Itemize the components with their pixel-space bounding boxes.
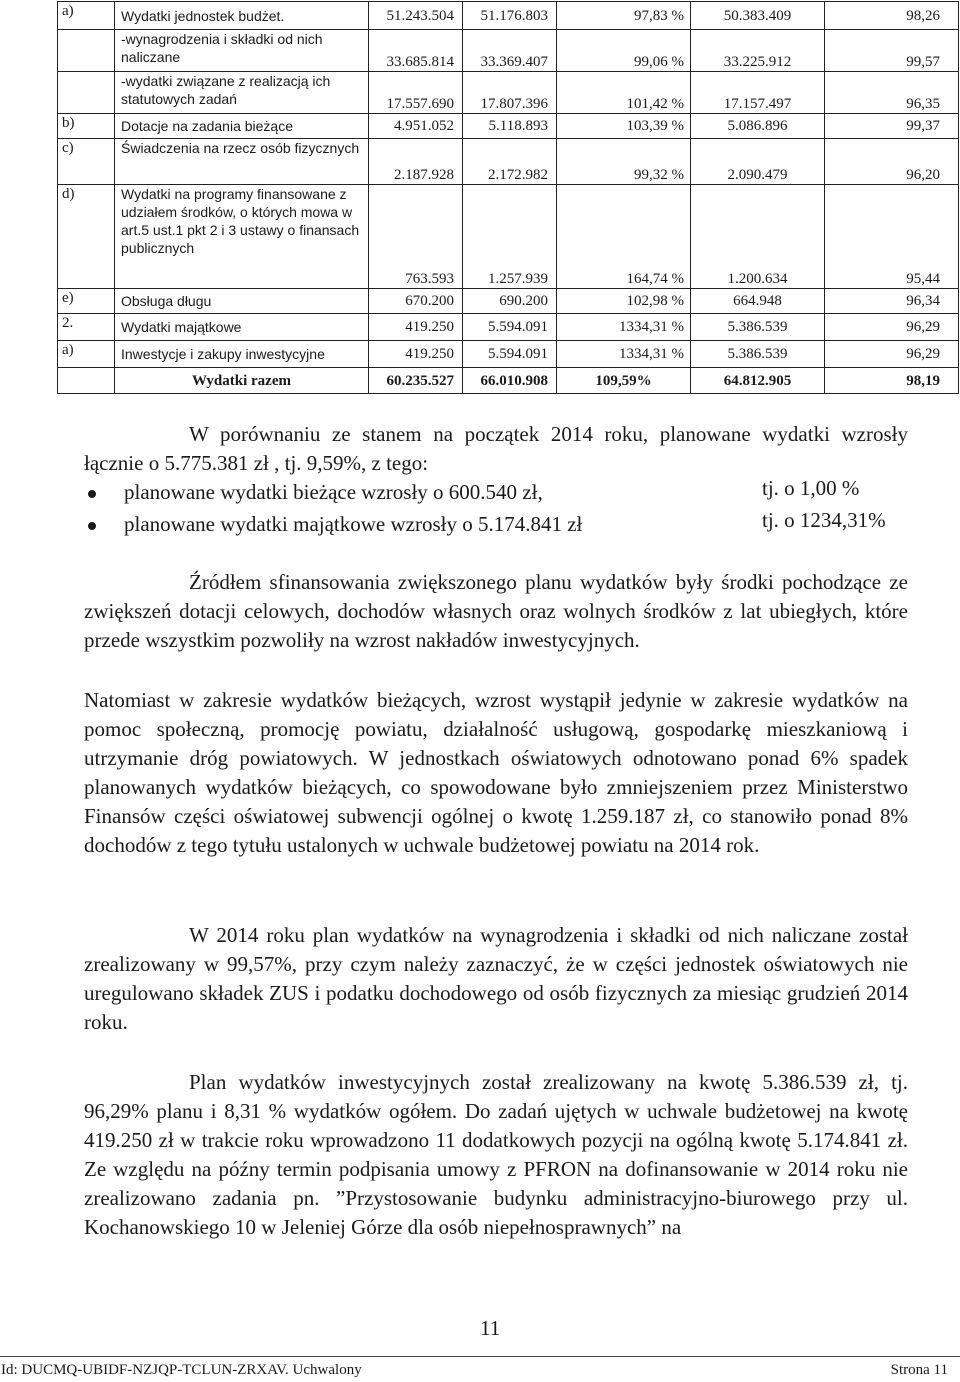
- paragraph-text: Natomiast w zakresie wydatków bieżących, wzrost wystąpił jedynie w zakresie wydatków na pomoc społeczną, promocję powiatu, działalność usługową, gospodarkę mieszkaniową i utrzymanie dróg powiatowych. W jednostkach oświatowych odnotowano ponad 6% spadek planowanych wydatków bieżących, co spowodowane było zmniejszeniem przez Ministerstwo Finansów części oświatowej subwencji ogólnej o kwotę 1.259.187 zł, co stanowiło ponad 8% dochodów z tego tytułu ustalonych w uchwale budżetowej powiatu na 2014 rok.: [84, 688, 908, 857]
- execution-value: 1.200.634: [691, 185, 825, 289]
- paragraph-investments: [84, 1068, 908, 1242]
- change-percent: 99,32 %: [557, 139, 691, 185]
- paragraph-text: Źródłem sfinansowania zwiększonego planu wydatków były środki pochodzące ze zwiększeń dotacji celowych, dochodów własnych oraz wolnych środków z lat ubiegłych, które przede wszystkim pozwoliły na wzrost nakładów inwestycyjnych.: [84, 570, 908, 652]
- plan-value: 33.685.814: [369, 30, 463, 72]
- after-change-value: 17.807.396: [463, 72, 557, 114]
- row-label: b): [58, 114, 115, 139]
- bullet-text: planowane wydatki majątkowe wzrosły o 5.174.841 zł: [124, 512, 583, 536]
- row-description: -wynagrodzenia i składki od nich naliczane: [115, 30, 369, 72]
- execution-value: 2.090.479: [691, 139, 825, 185]
- row-description: Inwestycje i zakupy inwestycyjne: [115, 341, 369, 368]
- total-plan-value: 60.235.527: [369, 368, 463, 394]
- execution-percent: 99,37: [825, 114, 959, 139]
- paragraph-funding-sources: [84, 568, 908, 655]
- execution-value: 33.225.912: [691, 30, 825, 72]
- bullet-percent: tj. o 1234,31%: [762, 508, 886, 532]
- comparison-intro-text: W porównaniu ze stanem na początek 2014 roku, planowane wydatki wzrosły łącznie o 5.775.381 zł , tj. 9,59%, z tego:: [84, 422, 908, 475]
- execution-percent: 99,57: [825, 30, 959, 72]
- row-description: Wydatki na programy finansowane z udziałem środków, o których mowa w art.5 ust.1 pkt 2 i 3 ustawy o finansach publicznych: [115, 185, 369, 289]
- table-row-8: [58, 314, 959, 341]
- plan-value: 2.187.928: [369, 139, 463, 185]
- paragraph-text: W 2014 roku plan wydatków na wynagrodzenia i składki od nich naliczane został zrealizowany w 99,57%, przy czym należy zaznaczyć, że w części jednostek oświatowych nie uregulowano składek ZUS i podatku dochodowego od osób fizycznych za miesiąc grudzień 2014 roku.: [84, 923, 908, 1034]
- change-percent: 97,83 %: [557, 2, 691, 30]
- execution-value: 17.157.497: [691, 72, 825, 114]
- plan-value: 17.557.690: [369, 72, 463, 114]
- change-percent: 99,06 %: [557, 30, 691, 72]
- after-change-value: 51.176.803: [463, 2, 557, 30]
- table-row-6: [58, 185, 959, 289]
- total-execution-percent: 98,19: [825, 368, 959, 394]
- budget-table: [57, 1, 959, 394]
- execution-percent: 96,35: [825, 72, 959, 114]
- after-change-value: 33.369.407: [463, 30, 557, 72]
- row-label: c): [58, 139, 115, 185]
- comparison-intro: [84, 420, 908, 478]
- table-row-total: [58, 368, 959, 394]
- plan-value: 51.243.504: [369, 2, 463, 30]
- paragraph-salaries: [84, 921, 908, 1037]
- paragraph-text: Plan wydatków inwestycyjnych został zrealizowany na kwotę 5.386.539 zł, tj. 96,29% planu i 8,31 % wydatków ogółem. Do zadań ujętych w uchwale budżetowej na kwotę 419.250 zł w trakcie roku wprowadzono 11 dodatkowych pozycji na ogólną kwotę 5.174.841 zł. Ze względu na późny termin podpisania umowy z PFRON na dofinansowanie w 2014 roku nie zrealizowano zadania pn. ”Przystosowanie budynku administracyjno-biurowego przy ul. Kochanowskiego 10 w Jeleniej Górze dla osób niepełnosprawnych” na: [84, 1070, 908, 1239]
- plan-value: 419.250: [369, 314, 463, 341]
- total-execution-value: 64.812.905: [691, 368, 825, 394]
- execution-value: 50.383.409: [691, 2, 825, 30]
- execution-value: 5.386.539: [691, 341, 825, 368]
- row-label: a): [58, 2, 115, 30]
- bullet-percent: tj. o 1,00 %: [762, 476, 860, 500]
- plan-value: 763.593: [369, 185, 463, 289]
- after-change-value: 690.200: [463, 289, 557, 314]
- page-number: 11: [480, 1316, 501, 1340]
- after-change-value: 5.118.893: [463, 114, 557, 139]
- after-change-value: 5.594.091: [463, 341, 557, 368]
- row-label: d): [58, 185, 115, 289]
- row-description: Obsługa długu: [115, 289, 369, 314]
- execution-percent: 96,29: [825, 314, 959, 341]
- row-description: Wydatki majątkowe: [115, 314, 369, 341]
- table-row-1: [58, 2, 959, 30]
- bullet-icon: [88, 490, 96, 498]
- total-change-percent: 109,59%: [557, 368, 691, 394]
- change-percent: 101,42 %: [557, 72, 691, 114]
- execution-percent: 96,34: [825, 289, 959, 314]
- row-description: Świadczenia na rzecz osób fizycznych: [115, 139, 369, 185]
- execution-percent: 95,44: [825, 185, 959, 289]
- total-label-cell: [58, 368, 115, 394]
- execution-value: 664.948: [691, 289, 825, 314]
- change-percent: 1334,31 %: [557, 341, 691, 368]
- change-percent: 164,74 %: [557, 185, 691, 289]
- total-after-change-value: 66.010.908: [463, 368, 557, 394]
- total-description: Wydatki razem: [115, 368, 369, 394]
- after-change-value: 2.172.982: [463, 139, 557, 185]
- after-change-value: 1.257.939: [463, 185, 557, 289]
- row-description: Wydatki jednostek budżet.: [115, 2, 369, 30]
- row-label: 2.: [58, 314, 115, 341]
- plan-value: 670.200: [369, 289, 463, 314]
- table-row-9: [58, 341, 959, 368]
- bullet-item: [84, 476, 924, 509]
- row-description: -wydatki związane z realizacją ich statutowych zadań: [115, 72, 369, 114]
- execution-percent: 96,29: [825, 341, 959, 368]
- row-label: a): [58, 341, 115, 368]
- execution-percent: 98,26: [825, 2, 959, 30]
- row-description: Dotacje na zadania bieżące: [115, 114, 369, 139]
- row-label: [58, 72, 115, 114]
- change-percent: 102,98 %: [557, 289, 691, 314]
- footer-divider: [0, 1356, 960, 1357]
- execution-value: 5.386.539: [691, 314, 825, 341]
- bullet-text: planowane wydatki bieżące wzrosły o 600.540 zł,: [124, 480, 543, 504]
- table-row-5: [58, 139, 959, 185]
- execution-percent: 96,20: [825, 139, 959, 185]
- table-row-3: [58, 72, 959, 114]
- row-label: e): [58, 289, 115, 314]
- footer-document-id: Id: DUCMQ-UBIDF-NZJQP-TCLUN-ZRXAV. Uchwalony: [1, 1362, 362, 1378]
- table-row-7: [58, 289, 959, 314]
- paragraph-current-expenditure: [84, 686, 908, 860]
- table-row-4: [58, 114, 959, 139]
- row-label: [58, 30, 115, 72]
- plan-value: 419.250: [369, 341, 463, 368]
- change-percent: 1334,31 %: [557, 314, 691, 341]
- after-change-value: 5.594.091: [463, 314, 557, 341]
- plan-value: 4.951.052: [369, 114, 463, 139]
- footer-page-label: Strona 11: [890, 1362, 948, 1378]
- bullet-item: [84, 508, 924, 541]
- execution-value: 5.086.896: [691, 114, 825, 139]
- table-row-2: [58, 30, 959, 72]
- bullet-icon: [88, 522, 96, 530]
- change-percent: 103,39 %: [557, 114, 691, 139]
